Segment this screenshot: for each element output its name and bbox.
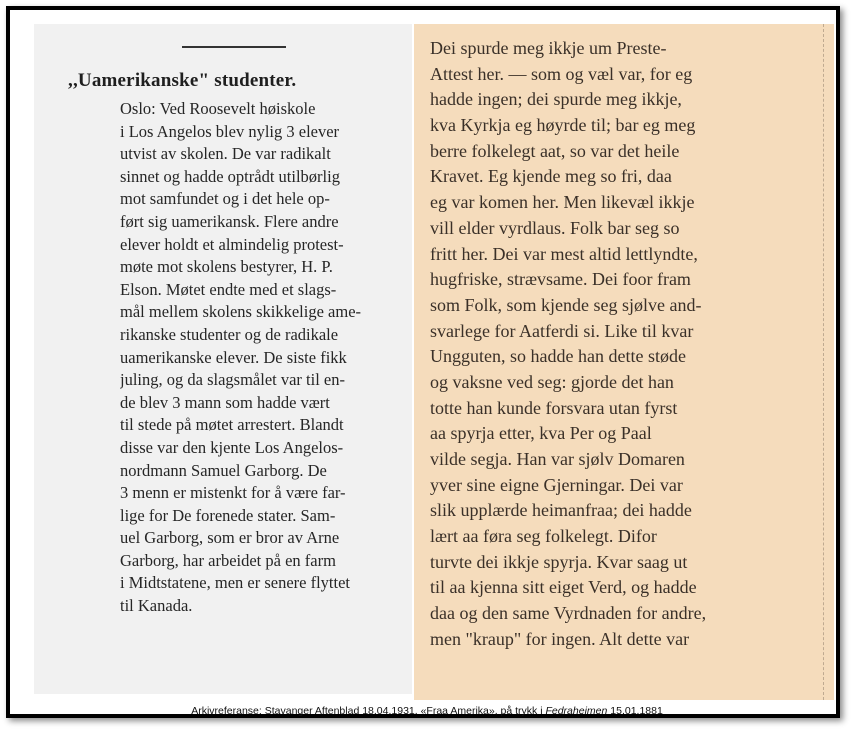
caption-prefix: Arkivreferanse: Stavanger Aftenblad 18.04.1931. «Fraa Amerika», på trykk i: [191, 705, 546, 717]
text-line: møte mot skolens bestyrer, H. P.: [120, 257, 333, 277]
text-line: Dei spurde meg ikkje um Preste-: [430, 38, 667, 58]
text-line: berre folkelegt aat, so var det heile: [430, 140, 680, 161]
caption-suffix: 15.01.1881: [607, 705, 663, 717]
page-edge-marks: [823, 24, 830, 700]
text-line: hadde ingen; dei spurde meg ikkje,: [430, 89, 682, 110]
text-line: svarlege for Aatferdi si. Like til kvar: [430, 320, 694, 341]
text-line: utvist av skolen. De var radikalt: [120, 144, 331, 164]
text-line: eg var komen her. Men likevæl ikkje: [430, 192, 695, 213]
text-line: totte han kunde forsvara utan fyrst: [430, 397, 678, 418]
image-frame: [6, 6, 840, 718]
text-line: men "kraup" for ingen. Alt dette var: [430, 628, 690, 649]
text-line: sinnet og hadde optrådt utilbørlig: [120, 166, 340, 186]
text-line: vill elder vyrdlaus. Folk bar seg so: [430, 217, 680, 238]
text-line: nordmann Samuel Garborg. De: [120, 460, 327, 480]
text-line: de blev 3 mann som hadde vært: [120, 392, 330, 412]
text-line: til aa kjenna sitt eiget Verd, og hadde: [430, 577, 697, 598]
text-line: Garborg, har arbeidet på en farm: [120, 550, 336, 570]
text-line: Ungguten, so hadde han dette støde: [430, 346, 686, 367]
right-clipping: [414, 24, 834, 700]
text-line: Oslo: Ved Roosevelt høiskole: [120, 99, 316, 118]
caption-publication: Fedraheimen: [545, 705, 608, 717]
text-line: og vaksne ved seg: gjorde det han: [430, 371, 674, 392]
text-line: Attest her. — som og væl var, for eg: [430, 63, 693, 84]
right-article-body: [430, 36, 822, 653]
text-line: Elson. Møtet endte med et slags-: [120, 279, 337, 299]
text-line: til stede på møtet arrestert. Blandt: [120, 415, 344, 435]
text-line: til Kanada.: [120, 596, 193, 616]
text-line: elever holdt et almindelig protest-: [120, 234, 344, 254]
text-line: uel Garborg, som er bror av Arne: [120, 528, 340, 548]
text-line: lige for De forenede stater. Sam-: [120, 505, 336, 525]
text-line: turvte dei ikkje spyrja. Kvar saag ut: [430, 551, 688, 572]
text-line: i Los Angelos blev nylig 3 elever: [120, 121, 340, 141]
text-line: i Midtstatene, men er senere flyttet: [120, 573, 351, 593]
archive-caption: [10, 705, 844, 717]
text-line: som Folk, som kjende seg sjølve and-: [430, 294, 702, 315]
article-headline: ,,Uamerikanske" studenter.: [68, 70, 297, 91]
text-line: yver sine eigne Gjerningar. Dei var: [430, 474, 683, 495]
text-line: slik upplærde heimanfraa; dei hadde: [430, 500, 692, 521]
left-clipping: [34, 24, 412, 694]
text-line: daa og den same Vyrdnaden for andre,: [430, 603, 707, 624]
text-line: lært aa føra seg folkelegt. Difor: [430, 526, 657, 547]
text-line: aa spyrja etter, kva Per og Paal: [430, 423, 652, 444]
text-line: mot samfundet og i det hele op-: [120, 189, 330, 209]
text-line: mål mellem skolens skikkelige ame-: [120, 302, 362, 322]
text-line: juling, og da slagsmålet var til en-: [120, 370, 345, 390]
text-line: disse var den kjente Los Angelos-: [120, 437, 344, 457]
text-line: hugfriske, strævsame. Dei foor fram: [430, 269, 691, 290]
text-line: ført sig uamerikansk. Flere andre: [120, 211, 339, 231]
text-line: fritt her. Dei var mest altid lettlyndte,: [430, 243, 698, 264]
top-divider: [182, 46, 286, 48]
text-line: Kravet. Eg kjende meg so fri, daa: [430, 166, 672, 187]
text-line: vilde segja. Han var sjølv Domaren: [430, 449, 685, 469]
left-article-body: [120, 98, 400, 618]
text-line: kva Kyrkja eg høyrde til; bar eg meg: [430, 115, 696, 136]
text-line: rikanske studenter og de radikale: [120, 324, 339, 344]
text-line: uamerikanske elever. De siste fikk: [120, 347, 347, 367]
text-line: 3 menn er mistenkt for å være far-: [120, 483, 346, 503]
